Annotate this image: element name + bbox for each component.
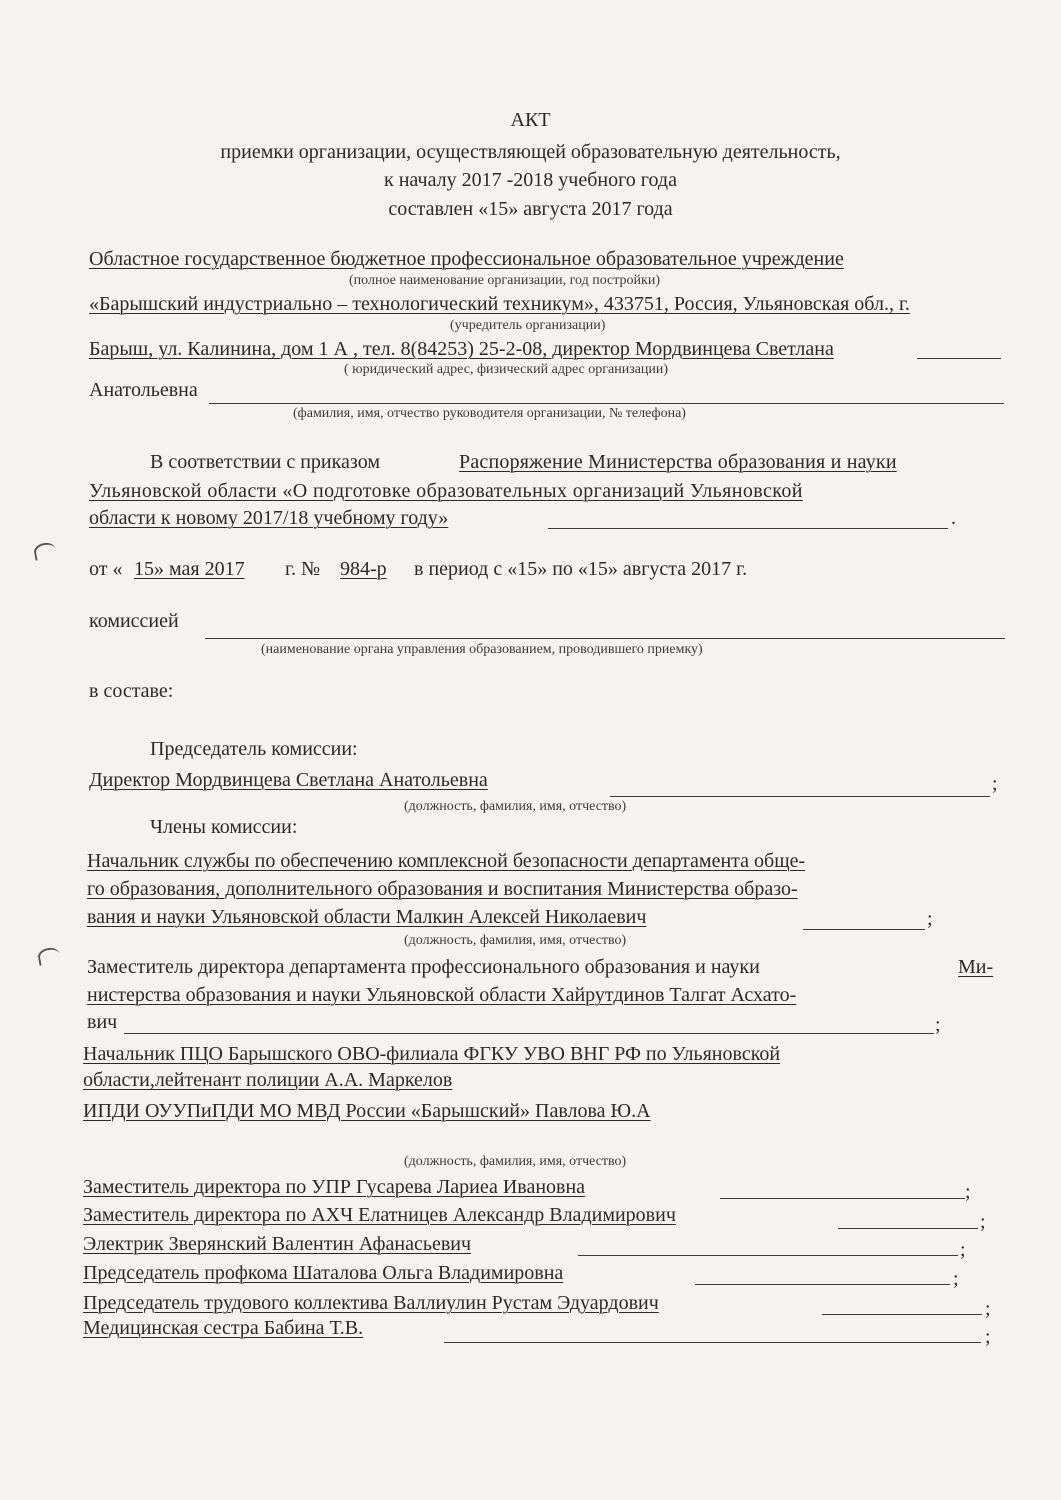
org-caption-4: (фамилия, имя, отчество руководителя организации, № телефона) [293, 406, 686, 421]
member-6-blank [838, 1228, 978, 1229]
member-8-blank [695, 1284, 950, 1285]
member-5-semicolon: ; [965, 1181, 971, 1203]
member-6-semicolon: ; [980, 1211, 986, 1233]
member-1-line-3: вания и науки Ульяновской области Малкин Алексей Николаевич [87, 906, 647, 928]
member-8-semicolon: ; [953, 1268, 959, 1290]
order-lead: В соответствии с приказом [150, 451, 380, 473]
member-6: Заместитель директора по АХЧ Елатницев Александр Владимирович [83, 1204, 676, 1226]
member-10-semicolon: ; [985, 1326, 991, 1348]
org-name-line-1: Областное государственное бюджетное профессиональное образовательное учреждение [89, 248, 844, 270]
doc-title: АКТ [510, 109, 551, 131]
org-name-line-2: «Барышский индустриально – технологический техникум», 433751, Россия, Ульяновская обл., г. [89, 293, 910, 315]
member-3-line-1: Начальник ПЦО Барышского ОВО-филиала ФГКУ УВО ВНГ РФ по Ульяновской [83, 1043, 781, 1065]
member-9-semicolon: ; [985, 1298, 991, 1320]
member-9-blank [822, 1314, 982, 1315]
punch-mark-bottom [37, 946, 61, 966]
org-blank-4 [209, 403, 1004, 404]
doc-subtitle-1: приемки организации, осуществляющей образовательную деятельность, [220, 141, 841, 163]
member-3-line-2: области,лейтенант полиции А.А. Маркелов [83, 1069, 453, 1091]
members-heading: Члены комиссии: [150, 816, 298, 838]
commission-caption: (наименование органа управления образованием, проводившего приемку) [261, 642, 703, 657]
chair-blank [610, 796, 990, 797]
chair-name: Директор Мордвинцева Светлана Анатольевна [89, 769, 488, 791]
member-2-line-1-end: Ми- [958, 956, 994, 978]
order-date-value: 15» мая 2017 [134, 558, 245, 580]
order-date-mid: г. № [285, 558, 321, 580]
member-caption-2: (должность, фамилия, имя, отчество) [404, 1154, 627, 1169]
chair-heading: Председатель комиссии: [150, 738, 358, 760]
member-2-line-1: Заместитель директора департамента профессионального образования и науки [87, 956, 760, 978]
member-9: Председатель трудового коллектива Валлиулин Рустам Эдуардович [83, 1292, 659, 1314]
commission-label: комиссией [89, 610, 179, 632]
chair-caption: (должность, фамилия, имя, отчество) [404, 799, 627, 814]
org-name-line-4: Анатольевна [89, 379, 198, 401]
member-7: Электрик Зверянский Валентин Афанасьевич [83, 1233, 472, 1255]
member-7-blank [578, 1255, 958, 1256]
org-name-line-3: Барыш, ул. Калинина, дом 1 А , тел. 8(84253) 25-2-08, директор Мордвинцева Светлана [89, 338, 834, 360]
order-text-1: Распоряжение Министерства образования и науки [459, 451, 897, 473]
member-1-blank [803, 929, 925, 930]
member-8: Председатель профкома Шаталова Ольга Владимировна [83, 1262, 564, 1284]
composition-label: в составе: [89, 680, 174, 702]
order-number: 984-р [340, 558, 387, 580]
member-2-blank [124, 1033, 934, 1034]
org-caption-2: (учредитель организации) [450, 318, 606, 333]
member-5: Заместитель директора по УПР Гусарева Лариеа Ивановна [83, 1176, 586, 1198]
member-10-blank [444, 1342, 981, 1343]
order-dot: . [951, 507, 956, 529]
commission-blank [205, 638, 1005, 639]
org-blank-3 [917, 358, 1001, 359]
member-7-semicolon: ; [960, 1239, 966, 1261]
order-text-2: Ульяновской области «О подготовке образовательных организаций Ульяновской [89, 480, 803, 502]
member-2-semicolon: ; [935, 1014, 941, 1036]
member-2-line-2: нистерства образования и науки Ульяновской области Хайрутдинов Талгат Асхато- [87, 984, 797, 1006]
doc-subtitle-3: составлен «15» августа 2017 года [388, 198, 673, 220]
member-caption-1: (должность, фамилия, имя, отчество) [404, 933, 627, 948]
org-caption-3: ( юридический адрес, физический адрес организации) [344, 362, 669, 377]
member-1-semicolon: ; [927, 908, 933, 930]
order-period: в период с «15» по «15» августа 2017 г. [414, 558, 748, 580]
member-5-blank [720, 1198, 965, 1199]
order-text-3: области к новому 2017/18 учебному году» [89, 507, 449, 529]
chair-semicolon: ; [992, 773, 998, 795]
order-blank [548, 528, 948, 529]
member-10: Медицинская сестра Бабина Т.В. [83, 1317, 364, 1339]
member-1-line-2: го образования, дополнительного образования и воспитания Министерства образо- [87, 878, 798, 900]
member-4: ИПДИ ОУУПиПДИ МО МВД России «Барышский» Павлова Ю.А [83, 1100, 651, 1122]
org-caption-1: (полное наименование организации, год постройки) [349, 273, 661, 288]
doc-subtitle-2: к началу 2017 -2018 учебного года [384, 169, 677, 191]
member-1-line-1: Начальник службы по обеспечению комплексной безопасности департамента обще- [87, 850, 806, 872]
punch-mark-top [33, 541, 57, 561]
order-date-prefix: от « [89, 558, 123, 580]
member-2-line-3: вич [87, 1011, 118, 1033]
